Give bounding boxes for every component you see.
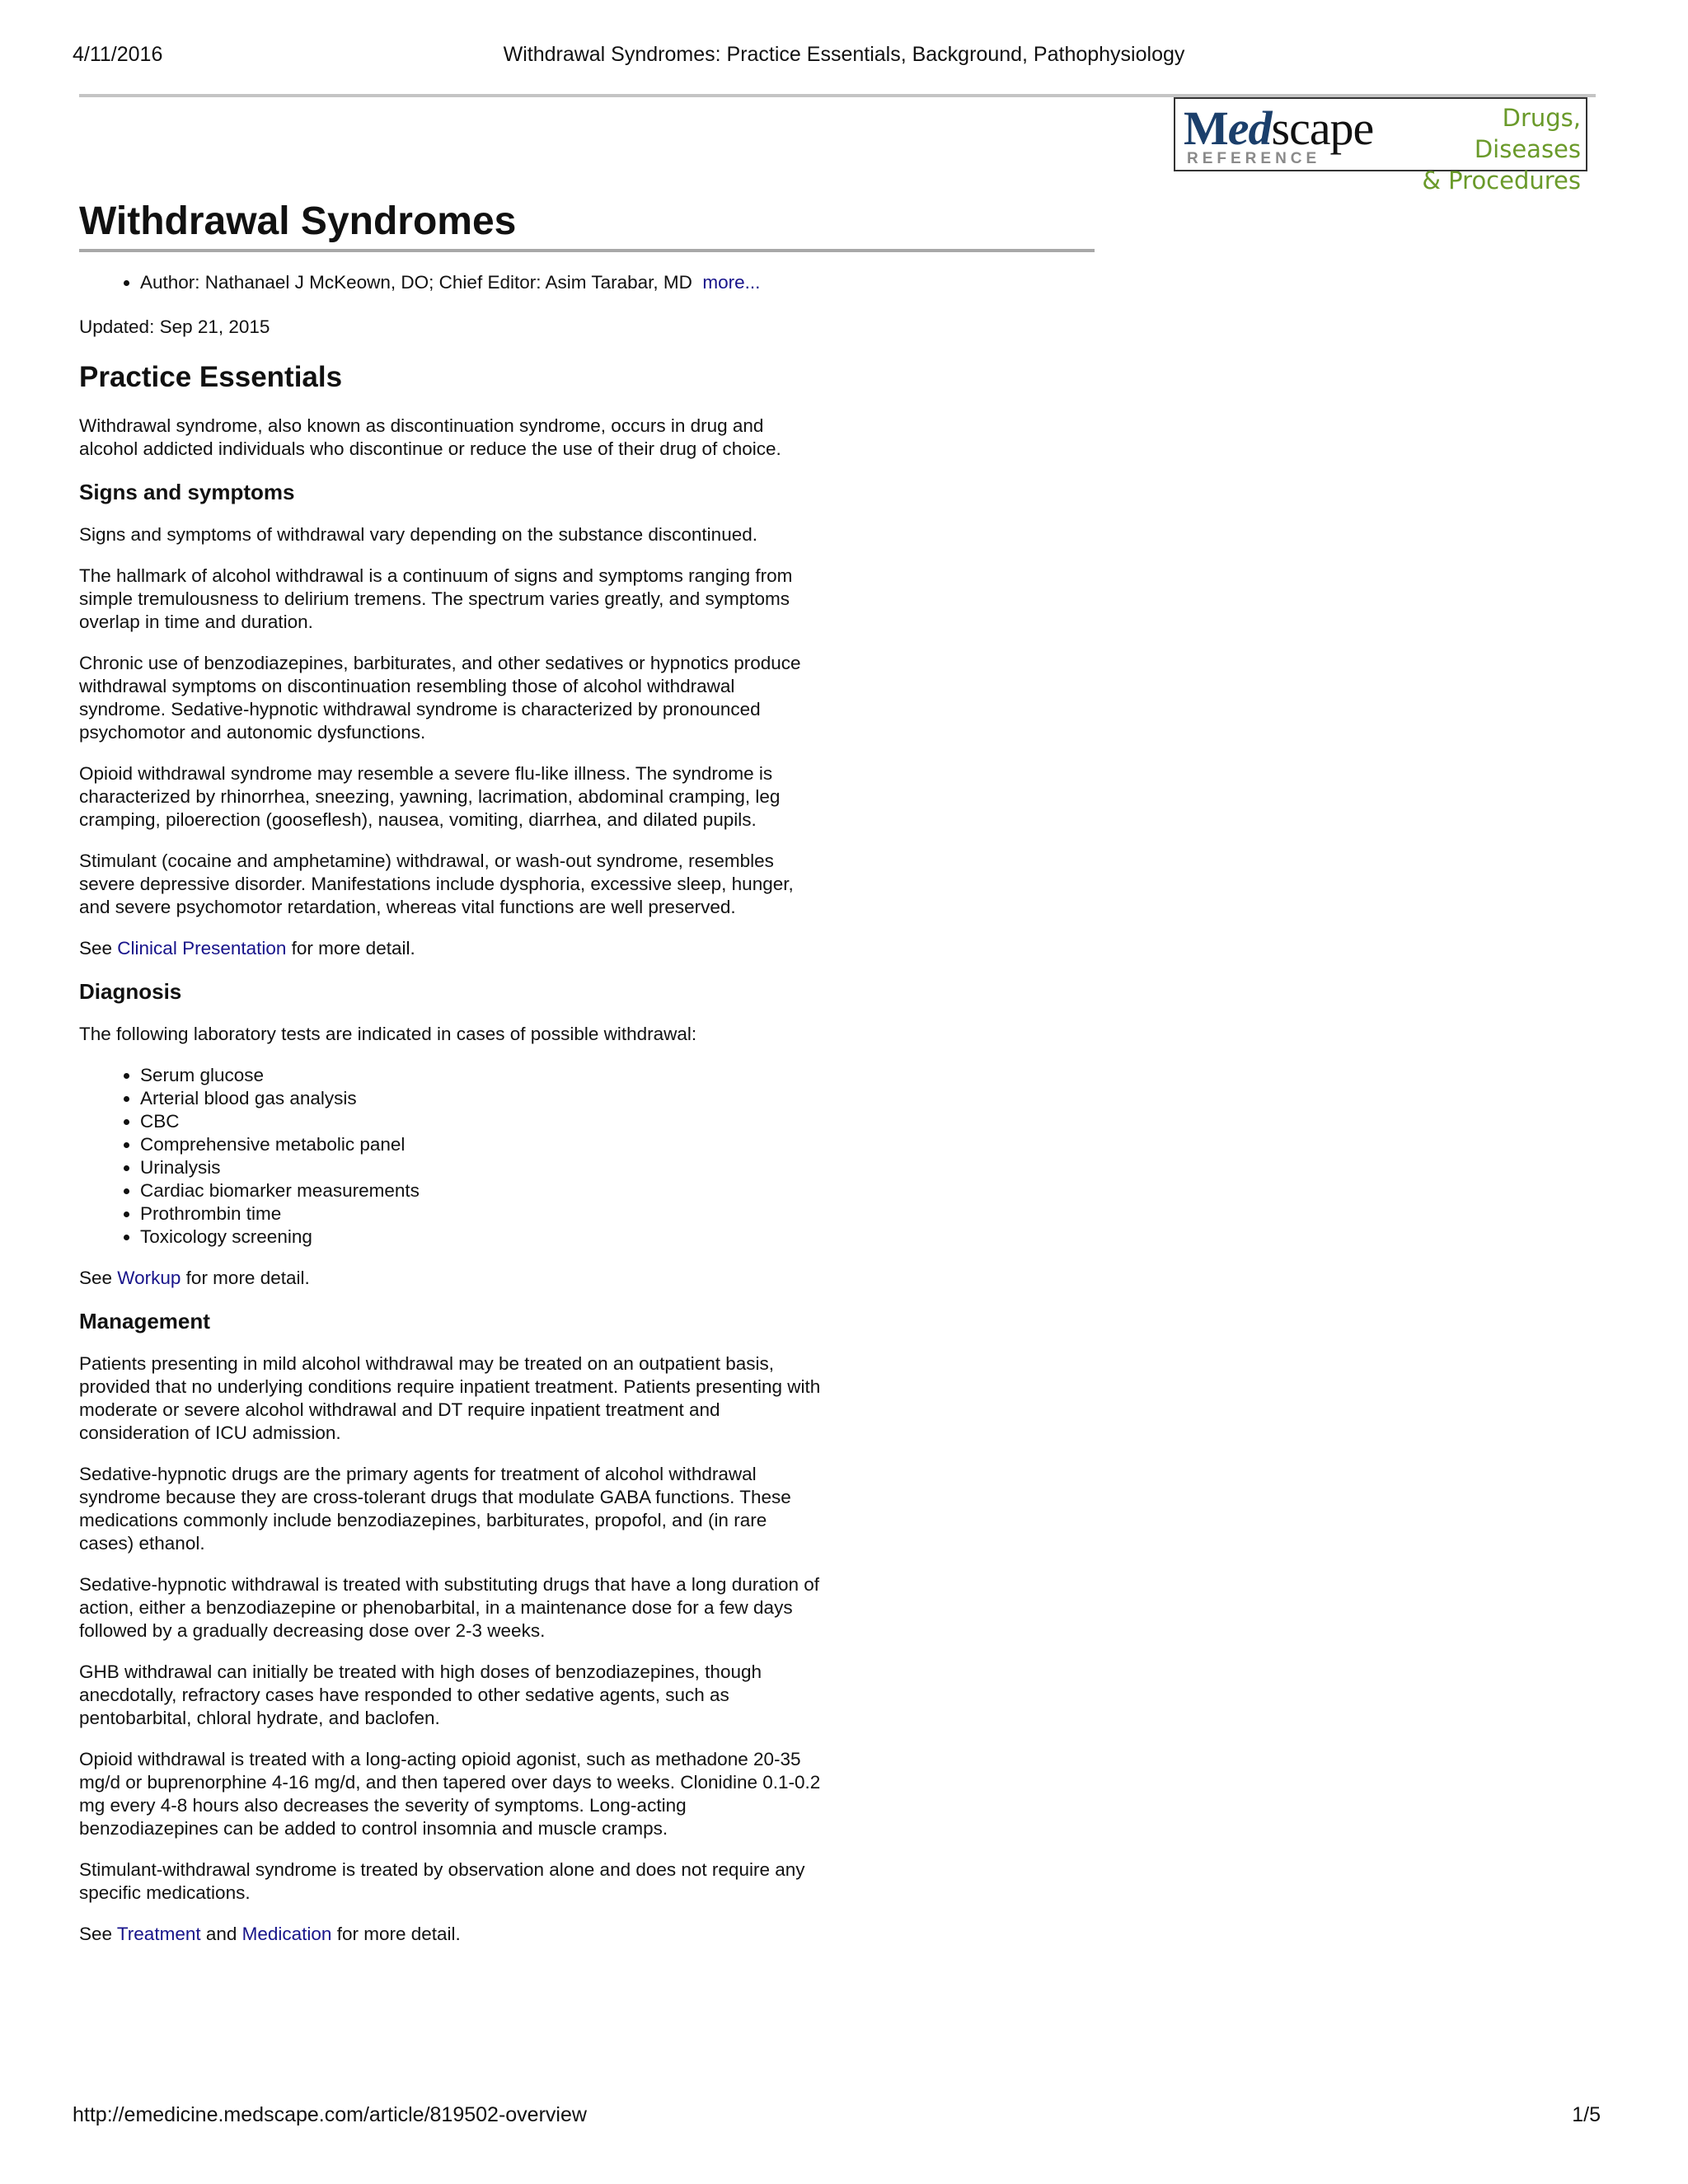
list-item: • Comprehensive metabolic panel <box>140 1133 1101 1156</box>
print-date: 4/11/2016 <box>73 43 163 66</box>
print-page-title: Withdrawal Syndromes: Practice Essentials, Background, Pathophysiology <box>503 43 1185 66</box>
management-paragraph: GHB withdrawal can initially be treated with high doses of benzodiazepines, though anecdotally, refractory cases have responded to other sedative agents, such as pentobarbital, chloral hydrate, and baclofen. <box>79 1661 762 1728</box>
see-workup: See Workup for more detail. <box>79 1268 310 1288</box>
management-paragraph: Patients presenting in mild alcohol withdrawal may be treated on an outpatient basis, provided that no underlying conditions require inpatient treatment. Patients presenting with moderate or severe alcohol withdrawal and DT require inpatient treatment and consideration of ICU admission. <box>79 1353 821 1443</box>
list-item: • CBC <box>140 1110 1101 1133</box>
print-footer <box>0 2100 1688 2130</box>
list-item: • Urinalysis <box>140 1156 1101 1179</box>
list-item: • Arterial blood gas analysis <box>140 1087 1101 1110</box>
logo-wordmark: Medscape <box>1184 101 1374 155</box>
print-header <box>0 40 1688 69</box>
list-item: • Toxicology screening <box>140 1226 1101 1249</box>
print-url: http://emedicine.medscape.com/article/819502-overview <box>73 2103 587 2126</box>
management-paragraph: Opioid withdrawal is treated with a long-acting opioid agonist, such as methadone 20-35 mg/d or buprenorphine 4-16 mg/d, and then tapered over days to weeks. Clonidine 0.1-0.2 mg every 4-8 hours also decreases the severity of symptoms. Long-acting benzodiazepines can be added to control insomnia and muscle cramps. <box>79 1749 821 1839</box>
subheading-management: Management <box>79 1309 210 1333</box>
logo-subtitle: REFERENCE <box>1187 150 1321 167</box>
management-paragraph: Sedative-hypnotic drugs are the primary agents for treatment of alcohol withdrawal syndrome because they are cross-tolerant drugs that modulate GABA functions. These medications commonly include benzodiazepines, barbiturates, propofol, and (in rare cases) ethanol. <box>79 1464 791 1554</box>
diagnosis-intro: The following laboratory tests are indicated in cases of possible withdrawal: <box>79 1024 697 1044</box>
subheading-signs-symptoms: Signs and symptoms <box>79 480 295 504</box>
see-clinical-presentation: See Clinical Presentation for more detail. <box>79 938 415 958</box>
article-content <box>79 196 1101 1964</box>
lab-tests-list <box>79 1064 1101 1249</box>
signs-paragraph: Chronic use of benzodiazepines, barbiturates, and other sedatives or hypnotics produce withdrawal symptoms on discontinuation resembling those of alcohol withdrawal syndrome. Sedative-hypnotic withdrawal syndrome is characterized by pronounced psychomotor and autonomic dysfunctions. <box>79 653 801 743</box>
more-authors-link[interactable]: more... <box>702 272 761 293</box>
management-paragraph: Stimulant-withdrawal syndrome is treated by observation alone and does not require any specific medications. <box>79 1859 805 1903</box>
article-title: Withdrawal Syndromes <box>79 196 1095 252</box>
updated-date: Updated: Sep 21, 2015 <box>79 316 270 337</box>
see-treatment-medication: See Treatment and Medication for more detail. <box>79 1924 461 1944</box>
signs-paragraph: The hallmark of alcohol withdrawal is a continuum of signs and symptoms ranging from simple tremulousness to delirium tremens. The spectrum varies greatly, and symptoms overlap in time and duration. <box>79 565 793 632</box>
list-item: • Cardiac biomarker measurements <box>140 1179 1101 1202</box>
medication-link[interactable]: Medication <box>241 1924 332 1944</box>
logo-tagline: Drugs, Diseases & Procedures <box>1422 104 1581 194</box>
subheading-diagnosis: Diagnosis <box>79 979 182 1004</box>
author-item <box>140 269 1101 296</box>
medscape-logo[interactable] <box>1174 97 1587 194</box>
treatment-link[interactable]: Treatment <box>116 1924 201 1944</box>
signs-paragraph: Signs and symptoms of withdrawal vary depending on the substance discontinued. <box>79 524 757 545</box>
list-item: • Prothrombin time <box>140 1202 1101 1226</box>
list-item: • Serum glucose <box>140 1064 1101 1087</box>
section-heading-practice-essentials: Practice Essentials <box>79 361 343 393</box>
author-line: Author: Nathanael J McKeown, DO; Chief Editor: Asim Tarabar, MD <box>140 272 692 293</box>
management-paragraph: Sedative-hypnotic withdrawal is treated with substituting drugs that have a long duration of action, either a benzodiazepine or phenobarbital, in a maintenance dose for a few days followed by a gradually decreasing dose over 2-3 weeks. <box>79 1574 820 1641</box>
signs-paragraph: Stimulant (cocaine and amphetamine) withdrawal, or wash-out syndrome, resembles severe depressive disorder. Manifestations include dysphoria, excessive sleep, hunger, and severe psychomotor retardation, whereas vital functions are well preserved. <box>79 851 794 917</box>
page-number: 1/5 <box>1572 2103 1601 2126</box>
signs-paragraph: Opioid withdrawal syndrome may resemble a severe flu-like illness. The syndrome is characterized by rhinorrhea, sneezing, yawning, lacrimation, abdominal cramping, leg cramping, piloerection (gooseflesh), nausea, vomiting, diarrhea, and dilated pupils. <box>79 763 781 830</box>
workup-link[interactable]: Workup <box>117 1268 181 1288</box>
clinical-presentation-link[interactable]: Clinical Presentation <box>117 938 287 958</box>
intro-paragraph: Withdrawal syndrome, also known as discontinuation syndrome, occurs in drug and alcohol addicted individuals who discontinue or reduce the use of their drug of choice. <box>79 415 781 459</box>
author-list <box>79 269 1101 296</box>
